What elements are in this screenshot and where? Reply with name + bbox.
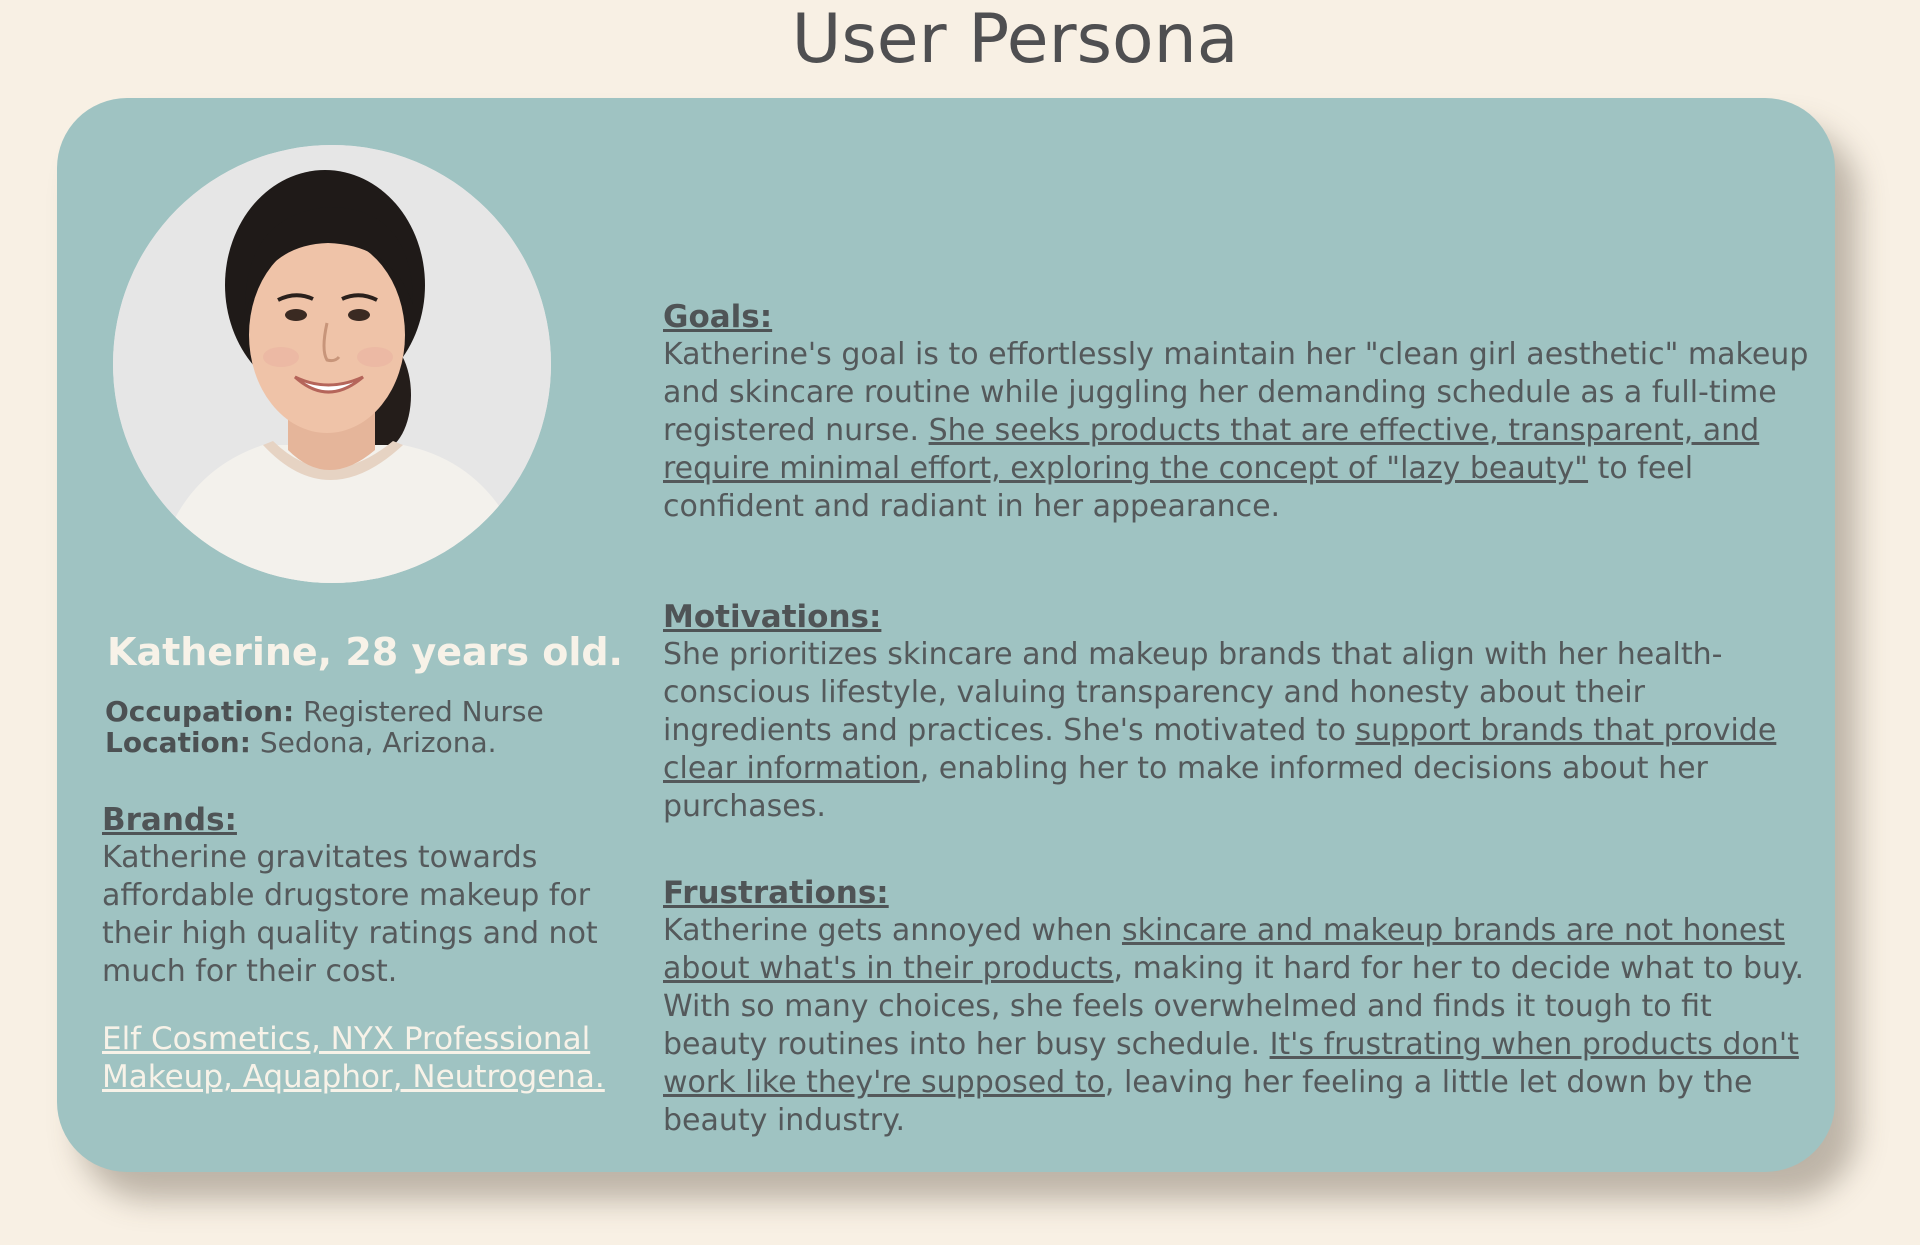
brand-list-line-2[interactable]: Makeup, Aquaphor, Neutrogena. — [102, 1059, 605, 1095]
brands-heading: Brands: — [102, 802, 237, 838]
goals-heading: Goals: — [663, 299, 773, 335]
goals-section — [663, 298, 1813, 526]
frustrations-text-e: , leaving her feeling a little let down by the beauty industry. — [663, 1065, 1753, 1138]
brand-list-line-1[interactable]: Elf Cosmetics, NYX Professional — [102, 1021, 591, 1057]
frustrations-text-c: , making it hard for her to decide what to buy. With so many choices, she feels overwhelmed and finds it tough to fit beauty routines into her busy schedule. — [663, 951, 1805, 1062]
frustrations-text — [663, 912, 1813, 1140]
frustrations-section — [663, 874, 1813, 1140]
goals-text-highlight: She seeks products that are effective, transparent, and require minimal effort, exploring the concept of "lazy beauty" — [663, 413, 1760, 486]
goals-text — [663, 336, 1813, 526]
goals-text-a: Katherine's goal is to effortlessly maintain her "clean girl aesthetic" makeup and skincare routine while juggling her demanding schedule as a full-time registered nurse. — [663, 337, 1809, 448]
occupation-line — [105, 696, 544, 727]
persona-details — [105, 696, 544, 758]
frustrations-text-a: Katherine gets annoyed when — [663, 913, 1122, 948]
location-label: Location: — [105, 726, 251, 759]
frustrations-text-highlight-1: skincare and makeup brands are not honest about what's in their products — [663, 913, 1785, 986]
persona-name: Katherine, 28 years old. — [107, 630, 623, 674]
motivations-text-c: , enabling her to make informed decisions about her purchases. — [663, 751, 1708, 824]
frustrations-text-highlight-2: It's frustrating when products don't work like they're supposed to — [663, 1027, 1799, 1100]
frustrations-heading: Frustrations: — [663, 875, 889, 911]
brand-list-link[interactable] — [102, 1020, 642, 1096]
persona-card — [57, 98, 1835, 1172]
motivations-text-a: She prioritizes skincare and makeup brands that align with her health-conscious lifestyle, valuing transparency and honesty about their ingredients and practices. She's motivated to — [663, 637, 1723, 748]
motivations-text-highlight: support brands that provide clear information — [663, 713, 1777, 786]
occupation-label: Occupation: — [105, 695, 295, 728]
location-line — [105, 727, 544, 758]
persona-photo — [113, 145, 551, 583]
persona-portrait-photo — [113, 145, 551, 583]
brands-section — [102, 801, 662, 991]
page-title: User Persona — [791, 0, 1239, 79]
brands-text: Katherine gravitates towards affordable drugstore makeup for their high quality ratings and not much for their cost. — [102, 840, 598, 989]
occupation-value: Registered Nurse — [294, 695, 544, 728]
goals-text-c: to feel confident and radiant in her appearance. — [663, 451, 1694, 524]
location-value: Sedona, Arizona. — [250, 726, 497, 759]
motivations-section — [663, 598, 1813, 826]
motivations-text — [663, 636, 1813, 826]
motivations-heading: Motivations: — [663, 599, 882, 635]
